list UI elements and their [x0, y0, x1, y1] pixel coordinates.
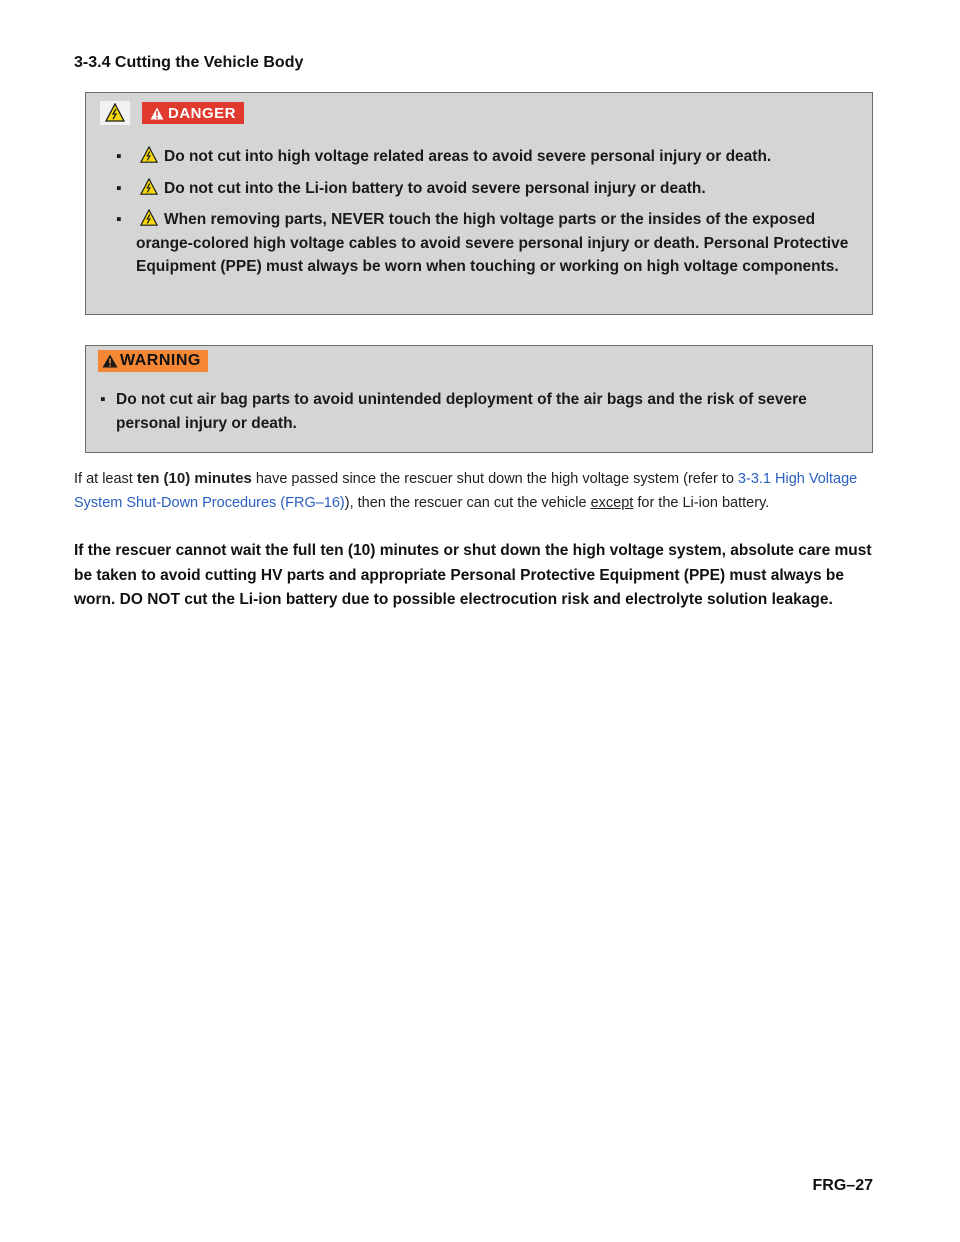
- danger-item-text: When removing parts, NEVER touch the high voltage parts or the insides of the exposed orange-colored high voltage cables to avoid severe personal injury or death. Personal Protective Equipment (PPE) must always be worn when touching or working on high voltage components.: [136, 211, 849, 275]
- high-voltage-icon: [140, 178, 158, 196]
- section-title: 3-3.4 Cutting the Vehicle Body: [74, 54, 304, 71]
- time-emphasis: ten (10) minutes: [136, 470, 252, 487]
- cutting-time-paragraph: If at least ten (10) minutes have passed since the rescuer shut down the high voltage system (refer to 3-3.1 High Voltage System Shut-Down Procedures (FRG–16)), then the rescuer can cut the vehicle except for the Li-ion battery.: [74, 470, 858, 511]
- shutdown-procedure-link[interactable]: 3-3.1 High Voltage System Shut-Down Procedures (FRG–16): [74, 471, 858, 511]
- warning-item-text: Do not cut air bag parts to avoid unintended deployment of the air bags and the risk of severe personal injury or death.: [116, 391, 807, 432]
- except-emphasis: except: [590, 495, 634, 511]
- warning-label: WARNING: [120, 352, 201, 369]
- danger-item-text: Do not cut into high voltage related areas to avoid severe personal injury or death.: [164, 148, 772, 165]
- danger-item: ▪ Do not cut into high voltage related areas to avoid severe personal injury or death.: [116, 148, 772, 165]
- high-voltage-icon: [140, 146, 158, 164]
- danger-badge: [142, 102, 244, 124]
- warning-box: [85, 345, 873, 453]
- high-voltage-icon: [140, 209, 158, 227]
- danger-header: [100, 101, 244, 125]
- warning-list: [100, 388, 840, 435]
- warning-triangle-icon: [150, 107, 164, 120]
- warning-triangle-icon: [102, 354, 118, 368]
- page-number: FRG–27: [812, 1177, 873, 1194]
- danger-list: [116, 145, 856, 287]
- danger-label: DANGER: [168, 104, 237, 122]
- danger-item: ▪ When removing parts, NEVER touch the high voltage parts or the insides of the exposed orange-colored high voltage cables to avoid severe personal injury or death. Personal Protective Equipment (PPE) must always be worn when touching or working on high voltage components.: [116, 211, 849, 275]
- high-voltage-icon: [100, 101, 130, 125]
- danger-item-text: Do not cut into the Li-ion battery to avoid severe personal injury or death.: [164, 179, 706, 197]
- warning-badge: [98, 350, 208, 372]
- danger-box: [85, 92, 873, 315]
- caution-paragraph: If the rescuer cannot wait the full ten (10) minutes or shut down the high voltage system, absolute care must be taken to avoid cutting HV parts and appropriate Personal Protective Equipment (PPE) must always be worn. DO NOT cut the Li-ion battery due to possible electrocution risk and electrolyte solution leakage.: [74, 542, 872, 608]
- warning-item: ▪ Do not cut air bag parts to avoid unintended deployment of the air bags and the risk of severe personal injury or death.: [100, 391, 807, 432]
- danger-item: ▪ Do not cut into the Li-ion battery to avoid severe personal injury or death.: [116, 179, 706, 197]
